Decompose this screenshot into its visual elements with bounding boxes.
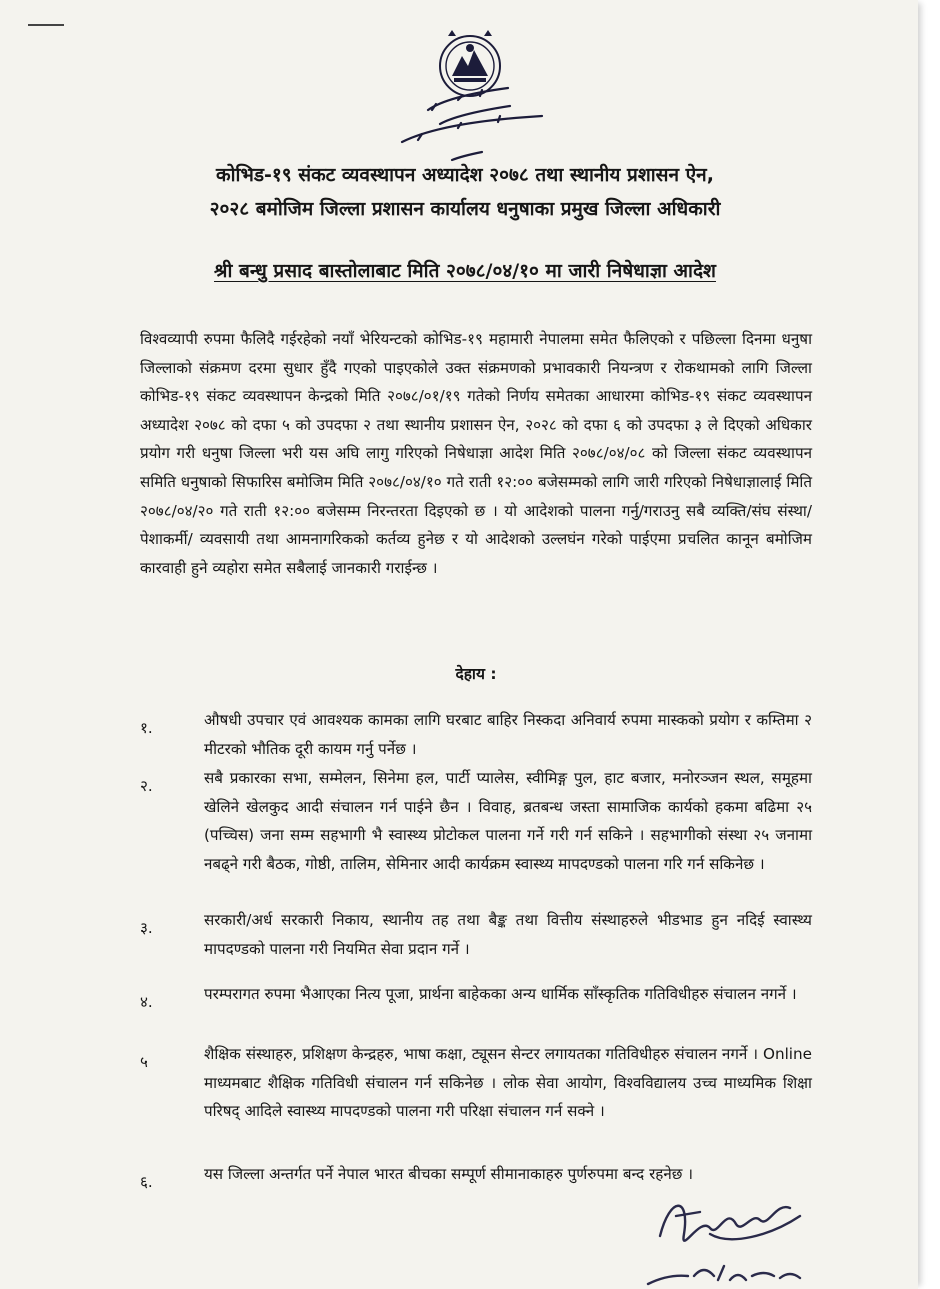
list-item [140, 706, 812, 763]
scan-mark [28, 24, 64, 26]
list-item-text: सबै प्रकारका सभा, सम्मेलन, सिनेमा हल, पार्टी प्यालेस, स्वीमिङ्ग पुल, हाट बजार, मनोरञ्जन स्थल, समूहमा खेलिने खेलकुद आदी संचालन गर्न पाईने छैन । विवाह, ब्रतबन्ध जस्ता सामाजिक कार्यको हकमा बढिमा २५ (पच्चिस) जना सम्म सहभागी भै स्वास्थ्य प्रोटोकल पालना गर्ने गरी गर्न सकिने । सहभागीको संस्था २५ जनामा नबढ्ने गरी बैठक, गोष्ठी, तालिम, सेमिनार आदी कार्यक्रम स्वास्थ्य मापदण्डको पालना गरि गर्न सकिनेछ । [204, 769, 812, 873]
intro-paragraph: विश्वव्यापी रुपमा फैलिदै गईरहेको नयाँ भेरियन्टको कोभिड-१९ महामारी नेपालमा समेत फैलिएको र पछिल्ला दिनमा धनुषा जिल्लाको संक्रमण दरमा सुधार हुँदै गएको पाइएकोले उक्त संक्रमणको प्रभावकारी नियन्त्रण र रोकथामको लागि जिल्ला कोभिड-१९ संकट व्यवस्थापन केन्द्रको मिति २०७८/०१/१९ गतेको निर्णय समेतका आधारमा कोभिड-१९ संकट व्यवस्थापन अध्यादेश २०७८ को दफा ५ को उपदफा २ तथा स्थानीय प्रशासन ऐन, २०२८ को दफा ६ को उपदफा ३ ले दिएको अधिकार प्रयोग गरी धनुषा जिल्ला भरी यस अघि लागु गरिएको निषेधाज्ञा आदेश मिति २०७८/०४/०८ को जिल्ला संकट व्यवस्थापन समिति धनुषाको सिफारिस बमोजिम मिति २०७८/०४/१० गते राती १२:०० बजेसम्मको लागि जारी गरिएको निषेधाज्ञालाई मिति २०७८/०४/२० गते राती १२:०० बजेसम्म निरन्तरता दिइएको छ । यो आदेशको पालना गर्नु/गराउनु सबै व्यक्ति/संघ संस्था/पेशाकर्मी/ व्यवसायी तथा आमनागरिकको कर्तव्य हुनेछ र यो आदेशको उल्लघंन गरेको पाईएमा प्रचलित कानून बमोजिम कारवाही हुने व्यहोरा समेत सबैलाई जानकारी गराईन्छ । [140, 330, 812, 577]
list-item-number: ३. [140, 919, 153, 937]
list-item-text: परम्परागत रुपमा भैआएका नित्य पूजा, प्रार्थना बाहेकका अन्य धार्मिक साँस्कृतिक गतिविधीहरु संचालन नगर्ने । [204, 985, 797, 1003]
list-title: देहाय : [455, 665, 497, 683]
list-item-number: १. [140, 719, 153, 737]
order-subtitle [80, 258, 850, 284]
document-title [80, 158, 850, 226]
list-item-number: ४. [140, 993, 153, 1011]
order-subtitle-text: श्री बन्धु प्रसाद बास्तोलाबाट मिति २०७८/०४/१० मा जारी निषेधाज्ञा आदेश [214, 260, 716, 282]
title-line-2: २०२८ बमोजिम जिल्ला प्रशासन कार्यालय धनुषाका प्रमुख जिल्ला अधिकारी [209, 198, 721, 220]
list-item [140, 1040, 812, 1126]
list-item-text: शैक्षिक संस्थाहरु, प्रशिक्षण केन्द्रहरु, भाषा कक्षा, ट्यूसन सेन्टर लगायतका गतिविधीहरु संचालन नगर्ने । Online माध्यमबाट शैक्षिक गतिविधी संचालन गर्न सकिनेछ । लोक सेवा आयोग, विश्वविद्यालय उच्च माध्यमिक शिक्षा परिषद् आदिले स्वास्थ्य मापदण्डको पालना गरी परिक्षा संचालन गर्न सक्ने । [204, 1045, 812, 1121]
list-item-number: ५ [140, 1053, 148, 1071]
list-item-number: २. [140, 777, 153, 795]
title-line-1: कोभिड-१९ संकट व्यवस्थापन अध्यादेश २०७८ तथा स्थानीय प्रशासन ऐन, [216, 164, 714, 186]
list-item-text: यस जिल्ला अन्तर्गत पर्ने नेपाल भारत बीचका सम्पूर्ण सीमानाकाहरु पुर्णरुपमा बन्द रहनेछ । [204, 1165, 694, 1183]
list-item [140, 764, 812, 878]
nepal-government-seal-icon [388, 26, 548, 166]
signature-icon [640, 1176, 820, 1286]
list-item-text: सरकारी/अर्ध सरकारी निकाय, स्थानीय तह तथा बैङ्क तथा वित्तीय संस्थाहरुले भीडभाड हुन नदिई स्वास्थ्य मापदण्डको पालना गरी नियमित सेवा प्रदान गर्ने । [204, 911, 812, 958]
list-item [140, 906, 812, 963]
list-item-number: ६. [140, 1173, 153, 1191]
list-item-text: औषधी उपचार एवं आवश्यक कामका लागि घरबाट बाहिर निस्कदा अनिवार्य रुपमा मास्कको प्रयोग र कम्तिमा २ मीटरको भौतिक दूरी कायम गर्नु पर्नेछ । [204, 711, 812, 758]
list-item [140, 980, 812, 1009]
